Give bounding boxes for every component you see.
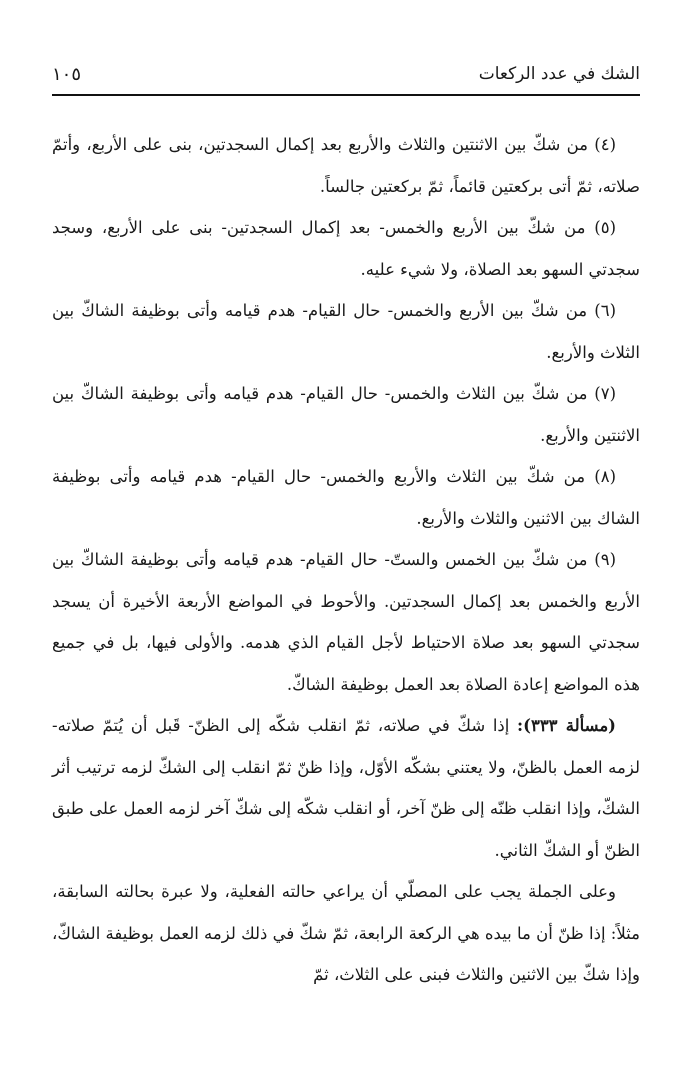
page-number: ١٠٥ [52,64,82,85]
paragraph-text: (٤) من شكّ بين الاثنتين والثلاث والأربع بعد إكمال السجدتين، بنى على الأربع، وأتمّ صلاته، ثمّ أتى بركعتين قائماً، ثمّ بركعتين جالساً. [52,135,640,196]
page-header [52,60,640,96]
paragraph-item-5 [52,207,640,290]
paragraph-text: وعلى الجملة يجب على المصلّي أن يراعي حالته الفعلية، ولا عبرة بحالته السابقة، مثلاً: إذا ظنّ أن ما بيده هي الركعة الرابعة، ثمّ شكّ في ذلك لزمه العمل بوظيفة الشاكّ، وإذا شكّ بين الاثنين والثلاث فبنى على الثلاث، ثمّ [52,882,640,984]
paragraph-item-6 [52,290,640,373]
page-body [52,124,640,996]
paragraph-text: (٩) من شكّ بين الخمس والستّ- حال القيام- هدم قيامه وأتى بوظيفة الشاكّ بين الأربع والخمس بعد إكمال السجدتين. والأحوط في المواضع الأربعة الأخيرة أن يسجد سجدتي السهو بعد صلاة الاحتياط لأجل القيام الذي هدمه. والأولى فيها، بل في جميع هذه المواضع إعادة الصلاة بعد العمل بوظيفة الشاكّ. [52,550,640,694]
paragraph-masala-333 [52,705,640,871]
masala-heading: (مسألة ٣٣٣): [517,716,616,735]
paragraph-text: (٥) من شكّ بين الأربع والخمس- بعد إكمال السجدتين- بنى على الأربع، وسجد سجدتي السهو بعد الصلاة، ولا شيء عليه. [52,218,640,279]
paragraph-item-8 [52,456,640,539]
paragraph-text: (٨) من شكّ بين الثلاث والأربع والخمس- حال القيام- هدم قيامه وأتى بوظيفة الشاك بين الاثنين والثلاث والأربع. [52,467,640,528]
paragraph-item-4 [52,124,640,207]
paragraph-text: (٧) من شكّ بين الثلاث والخمس- حال القيام- هدم قيامه وأتى بوظيفة الشاكّ بين الاثنتين والأربع. [52,384,640,445]
paragraph-text: (٦) من شكّ بين الأربع والخمس- حال القيام- هدم قيامه وأتى بوظيفة الشاكّ بين الثلاث والأربع. [52,301,640,362]
paragraph-summary [52,871,640,996]
paragraph-item-7 [52,373,640,456]
running-title: الشك في عدد الركعات [478,64,640,84]
paragraph-item-9 [52,539,640,705]
paragraph-text: إذا شكّ في صلاته، ثمّ انقلب شكّه إلى الظنّ- قَبل أن يُتمّ صلاته- لزمه العمل بالظنّ، ولا يعتني بشكّه الأوّل، وإذا ظنّ ثمّ انقلب إلى الشكّ لزمه ترتيب أثر الشكّ، وإذا انقلب ظنّه إلى ظنّ آخر، أو انقلب شكّه إلى شكّ آخر لزمه العمل على طبق الظنّ أو الشكّ الثاني. [52,716,640,860]
